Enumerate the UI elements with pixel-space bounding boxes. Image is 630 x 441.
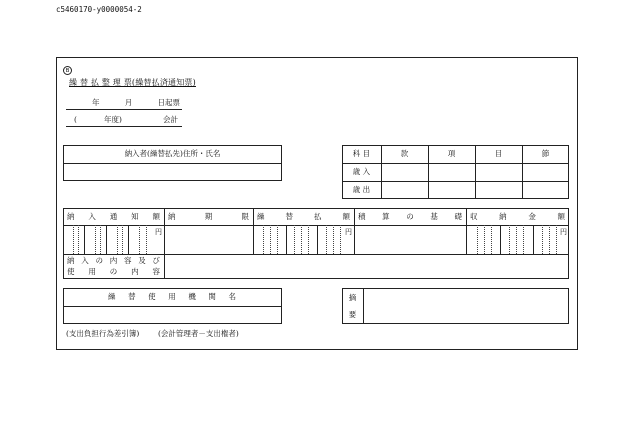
kaikei-label: 会計 (163, 115, 178, 124)
collected-amount-header: 収 納 金 額 (470, 212, 565, 221)
kuritai-amount-header: 繰 替 払 額 (257, 212, 350, 221)
yen-collected: 円 (560, 228, 567, 236)
tekiyo-label-1: 摘 (348, 293, 357, 302)
due-date-header: 納 期 限 (168, 212, 249, 221)
month-char: 月 (124, 98, 133, 107)
date-underline (66, 109, 182, 110)
saishutsu-label: 歳 出 (352, 185, 371, 194)
form-title: 繰 替 払 整 理 票(繰替払済通知票) (69, 78, 196, 87)
yen-kuritai: 円 (345, 228, 352, 236)
tekiyo-label-2: 要 (348, 310, 357, 319)
year-paren-open: ( (74, 115, 77, 124)
kikan-header: 繰 替 使 用 機 関 名 (108, 292, 236, 301)
year-label: 年度) (104, 115, 122, 124)
kan-header: 款 (400, 149, 409, 158)
moku-header: 目 (494, 149, 503, 158)
yen-notice: 円 (155, 228, 162, 236)
footer-officers: (会計管理者－支出権者) (158, 329, 239, 338)
payer-header: 納入者(繰替払先)住所・氏名 (124, 149, 221, 158)
kou-header: 項 (447, 149, 456, 158)
footer-ledger: (支出負担行為差引簿) (66, 329, 140, 338)
day-label: 日起票 (157, 98, 180, 107)
year-char: 年 (92, 98, 100, 107)
circled-mark: B (63, 66, 72, 75)
date-line (92, 99, 180, 107)
document-id: c5460170-y0000054-2 (56, 5, 142, 14)
content-label-line-2: 使 用 の 内 容 (67, 267, 160, 276)
notice-amount-header: 納 入 通 知 額 (67, 212, 160, 221)
basis-header: 積 算 の 基 礎 (358, 212, 462, 221)
sainyu-label: 歳 入 (352, 167, 371, 176)
year-underline (66, 126, 182, 127)
subject-header: 科 目 (352, 149, 371, 158)
tekiyo-box (342, 288, 569, 324)
content-label-line-1: 納 入 の 内 容 及 び (67, 256, 160, 265)
setsu-header: 節 (541, 149, 550, 158)
